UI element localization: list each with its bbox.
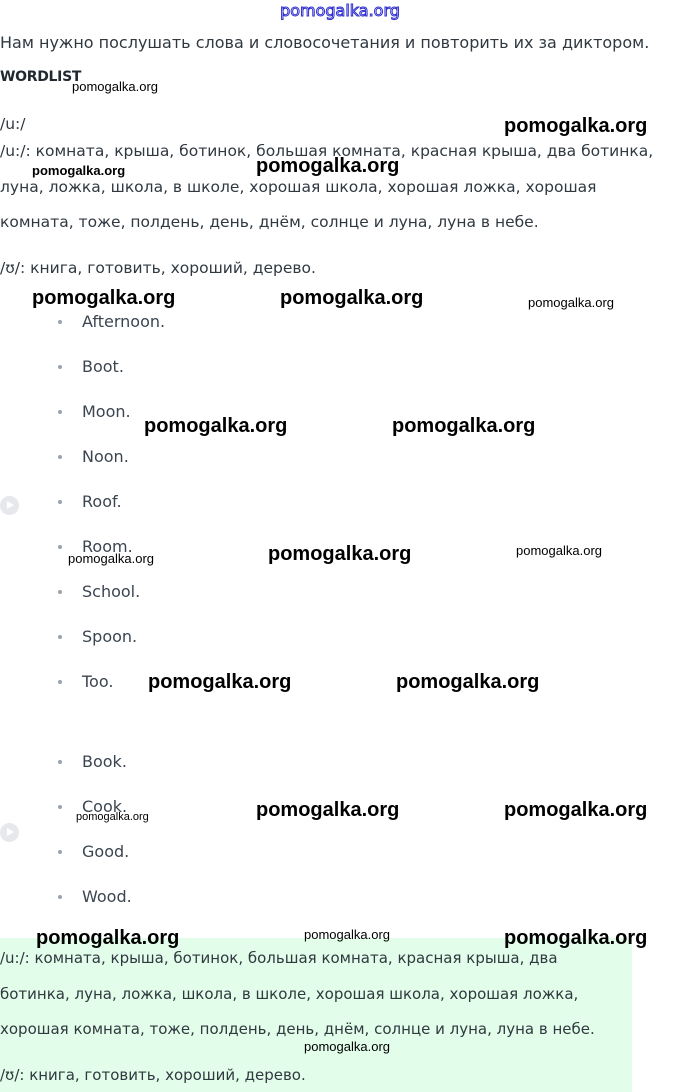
bullet-icon: [58, 895, 62, 899]
watermark: pomogalka.org: [516, 543, 602, 558]
watermark: pomogalka.org: [32, 163, 126, 178]
list-item-word: Boot.: [82, 357, 124, 376]
watermark: pomogalka.org: [36, 927, 180, 949]
phrases-u-long-line-2: луна, ложка, школа, в школе, хорошая школа, хорошая ложка, хорошая: [0, 178, 597, 196]
list-item-word: Spoon.: [82, 627, 138, 646]
bullet-icon: [58, 680, 62, 684]
bullet-icon: [58, 500, 62, 504]
list-item-word: Room.: [82, 537, 133, 556]
bullet-icon: [58, 545, 62, 549]
list-item-word: Too.: [82, 672, 114, 691]
answer-line-2: ботинка, луна, ложка, школа, в школе, хорошая школа, хорошая ложка,: [0, 985, 579, 1003]
bullet-icon: [58, 320, 62, 324]
watermark: pomogalka.org: [144, 415, 288, 437]
intro-text: Нам нужно послушать слова и словосочетания и повторить их за диктором.: [0, 33, 650, 52]
watermark: pomogalka.org: [256, 155, 400, 177]
watermark: pomogalka.org: [304, 927, 390, 942]
bullet-icon: [58, 760, 62, 764]
bullet-icon: [58, 365, 62, 369]
list-item-word: Book.: [82, 752, 127, 771]
list-item-word: Moon.: [82, 402, 131, 421]
answer-line-4: /ʊ/: книга, готовить, хороший, дерево.: [0, 1066, 306, 1084]
watermark: pomogalka.org: [304, 1039, 390, 1054]
list-item-word: Cook.: [82, 797, 128, 816]
watermark: pomogalka.org: [256, 799, 400, 821]
watermark: pomogalka.org: [76, 811, 149, 823]
list-item-word: Noon.: [82, 447, 129, 466]
watermark: pomogalka.org: [392, 415, 536, 437]
phonetic-label-u-long: /u:/: [0, 115, 26, 133]
watermark: pomogalka.org: [280, 287, 424, 309]
answer-line-3: хорошая комната, тоже, полдень, день, днём, солнце и луна, луна в небе.: [0, 1020, 595, 1038]
list-item-word: Afternoon.: [82, 312, 166, 331]
bullet-icon: [58, 410, 62, 414]
watermark: pomogalka.org: [504, 799, 648, 821]
play-icon[interactable]: [0, 496, 19, 515]
bullet-icon: [58, 850, 62, 854]
play-icon[interactable]: [0, 823, 19, 842]
list-item-word: School.: [82, 582, 141, 601]
phrases-u-long-line-1: /u:/: комната, крыша, ботинок, большая комната, красная крыша, два ботинка,: [0, 142, 654, 160]
phrases-u-long-line-3: комната, тоже, полдень, день, днём, солнце и луна, луна в небе.: [0, 213, 539, 231]
list-item-word: Wood.: [82, 887, 132, 906]
bullet-icon: [58, 805, 62, 809]
phrases-u-short-line: /ʊ/: книга, готовить, хороший, дерево.: [0, 259, 316, 277]
watermark: pomogalka.org: [504, 115, 648, 137]
watermark: pomogalka.org: [396, 671, 540, 693]
watermark: pomogalka.org: [504, 927, 648, 949]
watermark: pomogalka.org: [68, 551, 154, 566]
wordlist-heading: WORDLIST: [0, 69, 82, 85]
watermark: pomogalka.org: [72, 79, 158, 94]
bullet-icon: [58, 590, 62, 594]
watermark: pomogalka.org: [32, 287, 176, 309]
bullet-icon: [58, 455, 62, 459]
site-header[interactable]: pomogalka.org: [280, 1, 400, 20]
list-item-word: Good.: [82, 842, 130, 861]
list-item-word: Roof.: [82, 492, 122, 511]
answer-line-1: /u:/: комната, крыша, ботинок, большая комната, красная крыша, два: [0, 949, 558, 967]
watermark: pomogalka.org: [528, 295, 614, 310]
bullet-icon: [58, 635, 62, 639]
watermark: pomogalka.org: [268, 543, 412, 565]
watermark: pomogalka.org: [148, 671, 292, 693]
